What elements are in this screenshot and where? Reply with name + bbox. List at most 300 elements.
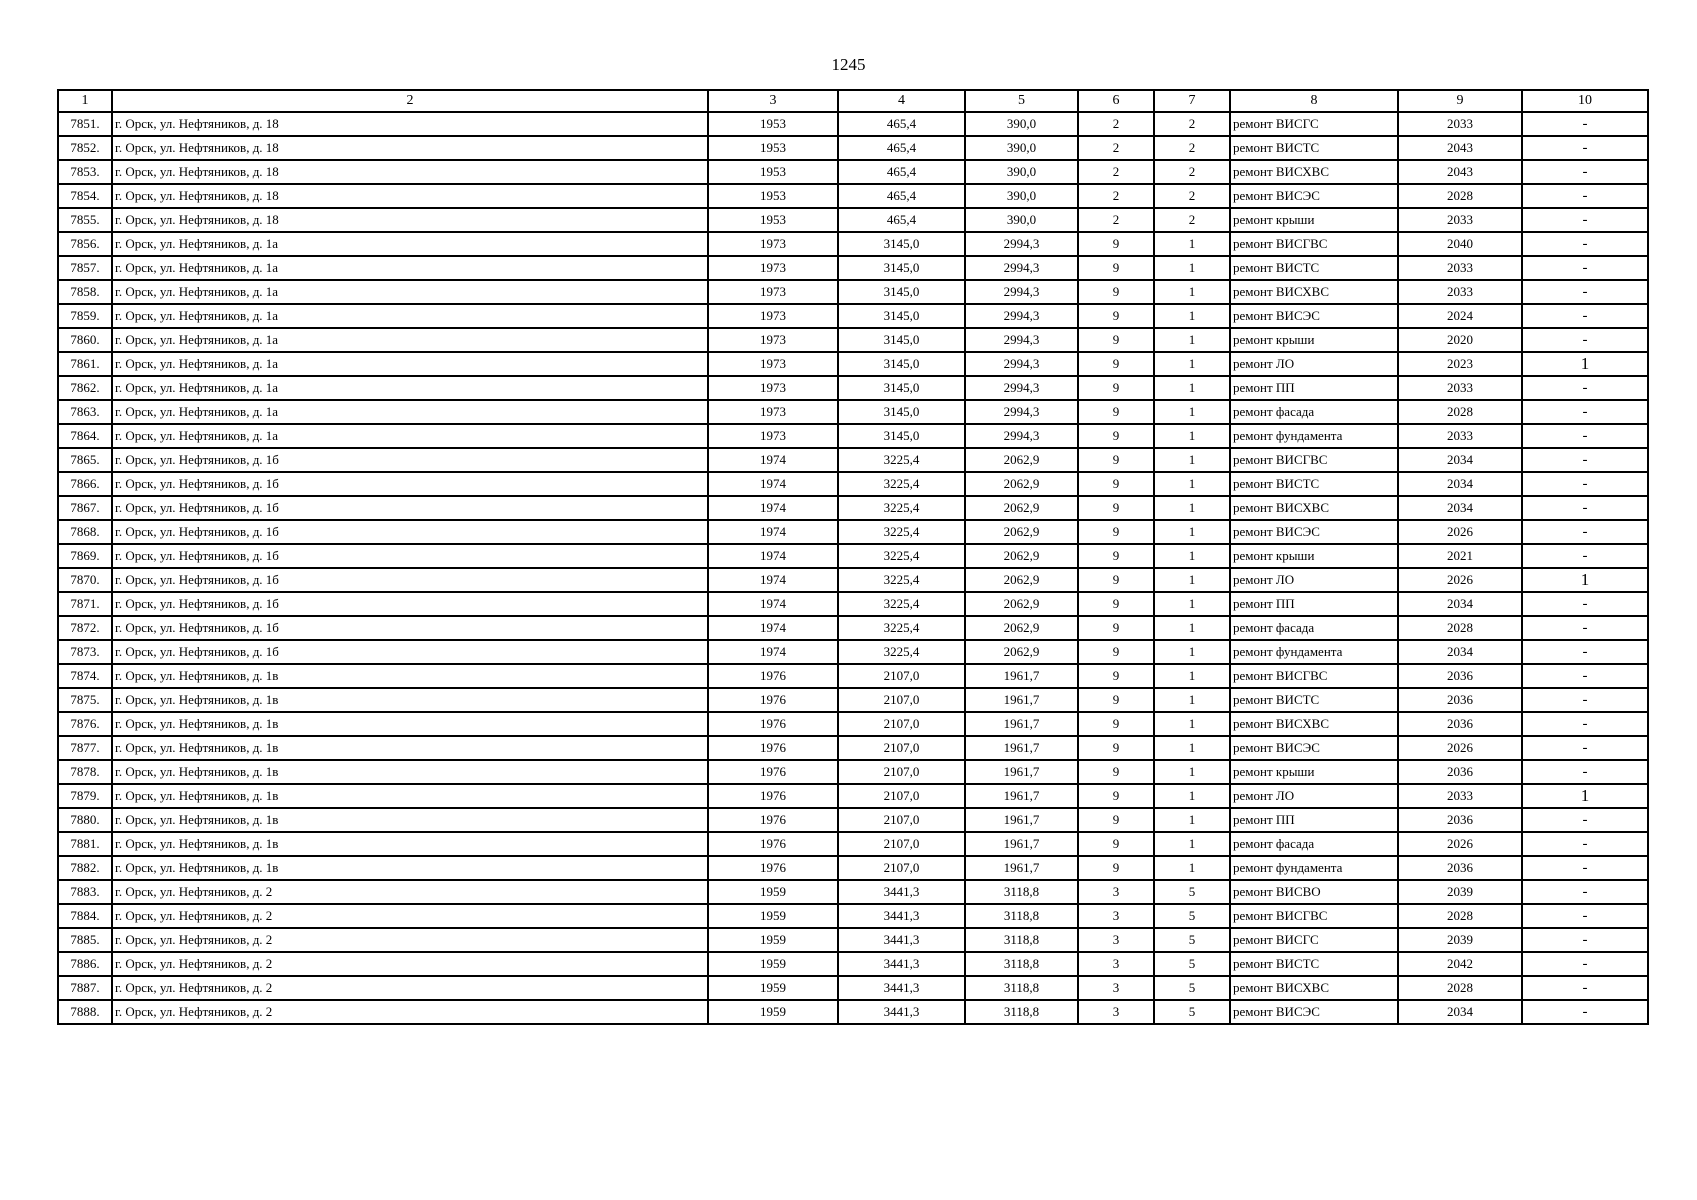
row-number-cell: 7872.: [58, 616, 112, 640]
living-area-cell: 3118,8: [965, 976, 1078, 1000]
floors-cell: 2: [1078, 112, 1154, 136]
row-number-cell: 7861.: [58, 352, 112, 376]
total-area-cell: 2107,0: [838, 808, 965, 832]
floors-cell: 9: [1078, 376, 1154, 400]
floors-cell: 9: [1078, 424, 1154, 448]
floors-cell: 9: [1078, 544, 1154, 568]
year-built-cell: 1974: [708, 640, 838, 664]
year-built-cell: 1953: [708, 184, 838, 208]
year-built-cell: 1959: [708, 976, 838, 1000]
total-area-cell: 3441,3: [838, 904, 965, 928]
work-type-cell: ремонт ВИСГС: [1230, 112, 1398, 136]
table-row: [58, 592, 1648, 616]
total-area-cell: 3225,4: [838, 496, 965, 520]
planned-year-cell: 2043: [1398, 160, 1522, 184]
living-area-cell: 1961,7: [965, 712, 1078, 736]
row-number-cell: 7876.: [58, 712, 112, 736]
floors-cell: 9: [1078, 352, 1154, 376]
floors-cell: 3: [1078, 880, 1154, 904]
column-10-cell: -: [1522, 616, 1648, 640]
living-area-cell: 2994,3: [965, 232, 1078, 256]
entrances-cell: 1: [1154, 568, 1230, 592]
work-type-cell: ремонт крыши: [1230, 208, 1398, 232]
planned-year-cell: 2024: [1398, 304, 1522, 328]
year-built-cell: 1959: [708, 928, 838, 952]
column-10-cell: -: [1522, 496, 1648, 520]
row-number-cell: 7881.: [58, 832, 112, 856]
floors-cell: 9: [1078, 712, 1154, 736]
row-number-cell: 7868.: [58, 520, 112, 544]
living-area-cell: 3118,8: [965, 880, 1078, 904]
column-10-cell: -: [1522, 952, 1648, 976]
column-10-cell: -: [1522, 376, 1648, 400]
living-area-cell: 1961,7: [965, 784, 1078, 808]
row-number-cell: 7869.: [58, 544, 112, 568]
work-type-cell: ремонт крыши: [1230, 328, 1398, 352]
row-number-cell: 7875.: [58, 688, 112, 712]
planned-year-cell: 2043: [1398, 136, 1522, 160]
living-area-cell: 390,0: [965, 136, 1078, 160]
address-cell: г. Орск, ул. Нефтяников, д. 1в: [112, 808, 708, 832]
column-10-cell: 1: [1522, 352, 1648, 376]
address-cell: г. Орск, ул. Нефтяников, д. 1б: [112, 448, 708, 472]
table-row: [58, 856, 1648, 880]
total-area-cell: 3441,3: [838, 1000, 965, 1024]
row-number-cell: 7855.: [58, 208, 112, 232]
column-header: 5: [965, 90, 1078, 112]
year-built-cell: 1973: [708, 328, 838, 352]
address-cell: г. Орск, ул. Нефтяников, д. 1в: [112, 832, 708, 856]
row-number-cell: 7862.: [58, 376, 112, 400]
table-row: [58, 832, 1648, 856]
column-header: 9: [1398, 90, 1522, 112]
entrances-cell: 1: [1154, 496, 1230, 520]
address-cell: г. Орск, ул. Нефтяников, д. 1а: [112, 280, 708, 304]
table-row: [58, 880, 1648, 904]
total-area-cell: 3145,0: [838, 328, 965, 352]
entrances-cell: 1: [1154, 400, 1230, 424]
row-number-cell: 7867.: [58, 496, 112, 520]
total-area-cell: 2107,0: [838, 664, 965, 688]
entrances-cell: 1: [1154, 328, 1230, 352]
work-type-cell: ремонт фасада: [1230, 400, 1398, 424]
entrances-cell: 2: [1154, 208, 1230, 232]
entrances-cell: 2: [1154, 112, 1230, 136]
entrances-cell: 1: [1154, 448, 1230, 472]
column-10-cell: 1: [1522, 568, 1648, 592]
floors-cell: 2: [1078, 208, 1154, 232]
floors-cell: 9: [1078, 760, 1154, 784]
work-type-cell: ремонт ПП: [1230, 808, 1398, 832]
table-row: [58, 568, 1648, 592]
work-type-cell: ремонт фасада: [1230, 616, 1398, 640]
planned-year-cell: 2034: [1398, 448, 1522, 472]
planned-year-cell: 2039: [1398, 928, 1522, 952]
living-area-cell: 2994,3: [965, 376, 1078, 400]
total-area-cell: 2107,0: [838, 736, 965, 760]
table-row: [58, 808, 1648, 832]
row-number-cell: 7863.: [58, 400, 112, 424]
column-10-cell: -: [1522, 904, 1648, 928]
address-cell: г. Орск, ул. Нефтяников, д. 1а: [112, 376, 708, 400]
year-built-cell: 1959: [708, 904, 838, 928]
total-area-cell: 3225,4: [838, 520, 965, 544]
living-area-cell: 2062,9: [965, 568, 1078, 592]
work-type-cell: ремонт ВИСТС: [1230, 136, 1398, 160]
planned-year-cell: 2028: [1398, 400, 1522, 424]
floors-cell: 9: [1078, 496, 1154, 520]
entrances-cell: 1: [1154, 472, 1230, 496]
table-row: [58, 400, 1648, 424]
table-row: [58, 256, 1648, 280]
work-type-cell: ремонт ВИСТС: [1230, 472, 1398, 496]
planned-year-cell: 2033: [1398, 256, 1522, 280]
living-area-cell: 2994,3: [965, 424, 1078, 448]
living-area-cell: 2062,9: [965, 496, 1078, 520]
row-number-cell: 7884.: [58, 904, 112, 928]
year-built-cell: 1974: [708, 616, 838, 640]
work-type-cell: ремонт ПП: [1230, 592, 1398, 616]
row-number-cell: 7851.: [58, 112, 112, 136]
table-row: [58, 448, 1648, 472]
floors-cell: 9: [1078, 784, 1154, 808]
work-type-cell: ремонт ВИСХВС: [1230, 976, 1398, 1000]
work-type-cell: ремонт ВИСТС: [1230, 688, 1398, 712]
floors-cell: 9: [1078, 520, 1154, 544]
planned-year-cell: 2028: [1398, 184, 1522, 208]
table-row: [58, 184, 1648, 208]
total-area-cell: 3225,4: [838, 616, 965, 640]
work-type-cell: ремонт ВИСГС: [1230, 928, 1398, 952]
living-area-cell: 390,0: [965, 184, 1078, 208]
work-type-cell: ремонт ВИСГВС: [1230, 904, 1398, 928]
entrances-cell: 5: [1154, 976, 1230, 1000]
total-area-cell: 3145,0: [838, 400, 965, 424]
column-number-header-row: [58, 90, 1648, 112]
total-area-cell: 3441,3: [838, 928, 965, 952]
column-10-cell: 1: [1522, 784, 1648, 808]
table-row: [58, 352, 1648, 376]
table-row: [58, 736, 1648, 760]
floors-cell: 3: [1078, 976, 1154, 1000]
column-header: 3: [708, 90, 838, 112]
address-cell: г. Орск, ул. Нефтяников, д. 1а: [112, 424, 708, 448]
planned-year-cell: 2021: [1398, 544, 1522, 568]
column-10-cell: -: [1522, 472, 1648, 496]
total-area-cell: 3225,4: [838, 472, 965, 496]
planned-year-cell: 2036: [1398, 856, 1522, 880]
row-number-cell: 7859.: [58, 304, 112, 328]
total-area-cell: 3225,4: [838, 568, 965, 592]
column-10-cell: -: [1522, 712, 1648, 736]
year-built-cell: 1973: [708, 280, 838, 304]
year-built-cell: 1976: [708, 736, 838, 760]
total-area-cell: 465,4: [838, 184, 965, 208]
year-built-cell: 1974: [708, 544, 838, 568]
total-area-cell: 3225,4: [838, 544, 965, 568]
table-row: [58, 976, 1648, 1000]
floors-cell: 9: [1078, 280, 1154, 304]
address-cell: г. Орск, ул. Нефтяников, д. 1в: [112, 736, 708, 760]
work-type-cell: ремонт ВИСЭС: [1230, 520, 1398, 544]
table-row: [58, 784, 1648, 808]
entrances-cell: 5: [1154, 928, 1230, 952]
row-number-cell: 7858.: [58, 280, 112, 304]
entrances-cell: 5: [1154, 952, 1230, 976]
planned-year-cell: 2033: [1398, 784, 1522, 808]
row-number-cell: 7854.: [58, 184, 112, 208]
address-cell: г. Орск, ул. Нефтяников, д. 18: [112, 112, 708, 136]
year-built-cell: 1959: [708, 1000, 838, 1024]
entrances-cell: 1: [1154, 592, 1230, 616]
column-10-cell: -: [1522, 976, 1648, 1000]
floors-cell: 9: [1078, 448, 1154, 472]
floors-cell: 9: [1078, 736, 1154, 760]
planned-year-cell: 2034: [1398, 592, 1522, 616]
year-built-cell: 1959: [708, 880, 838, 904]
address-cell: г. Орск, ул. Нефтяников, д. 18: [112, 136, 708, 160]
entrances-cell: 1: [1154, 616, 1230, 640]
living-area-cell: 1961,7: [965, 808, 1078, 832]
work-type-cell: ремонт фундамента: [1230, 856, 1398, 880]
entrances-cell: 1: [1154, 232, 1230, 256]
work-type-cell: ремонт фундамента: [1230, 640, 1398, 664]
column-10-cell: -: [1522, 520, 1648, 544]
floors-cell: 9: [1078, 232, 1154, 256]
total-area-cell: 3145,0: [838, 280, 965, 304]
address-cell: г. Орск, ул. Нефтяников, д. 1а: [112, 232, 708, 256]
column-10-cell: -: [1522, 544, 1648, 568]
year-built-cell: 1976: [708, 760, 838, 784]
floors-cell: 9: [1078, 856, 1154, 880]
work-type-cell: ремонт ЛО: [1230, 352, 1398, 376]
year-built-cell: 1953: [708, 160, 838, 184]
total-area-cell: 465,4: [838, 112, 965, 136]
planned-year-cell: 2026: [1398, 832, 1522, 856]
year-built-cell: 1974: [708, 448, 838, 472]
table-row: [58, 640, 1648, 664]
entrances-cell: 1: [1154, 280, 1230, 304]
row-number-cell: 7852.: [58, 136, 112, 160]
planned-year-cell: 2034: [1398, 496, 1522, 520]
year-built-cell: 1973: [708, 232, 838, 256]
address-cell: г. Орск, ул. Нефтяников, д. 2: [112, 976, 708, 1000]
row-number-cell: 7870.: [58, 568, 112, 592]
address-cell: г. Орск, ул. Нефтяников, д. 1а: [112, 256, 708, 280]
year-built-cell: 1974: [708, 592, 838, 616]
living-area-cell: 2994,3: [965, 328, 1078, 352]
address-cell: г. Орск, ул. Нефтяников, д. 1б: [112, 544, 708, 568]
row-number-cell: 7874.: [58, 664, 112, 688]
entrances-cell: 1: [1154, 784, 1230, 808]
floors-cell: 3: [1078, 904, 1154, 928]
total-area-cell: 2107,0: [838, 856, 965, 880]
table-row: [58, 160, 1648, 184]
floors-cell: 3: [1078, 952, 1154, 976]
row-number-cell: 7885.: [58, 928, 112, 952]
column-10-cell: -: [1522, 760, 1648, 784]
address-cell: г. Орск, ул. Нефтяников, д. 1б: [112, 640, 708, 664]
row-number-cell: 7853.: [58, 160, 112, 184]
living-area-cell: 2062,9: [965, 472, 1078, 496]
living-area-cell: 390,0: [965, 160, 1078, 184]
address-cell: г. Орск, ул. Нефтяников, д. 1б: [112, 496, 708, 520]
row-number-cell: 7877.: [58, 736, 112, 760]
total-area-cell: 3145,0: [838, 352, 965, 376]
living-area-cell: 1961,7: [965, 688, 1078, 712]
planned-year-cell: 2034: [1398, 640, 1522, 664]
row-number-cell: 7880.: [58, 808, 112, 832]
year-built-cell: 1974: [708, 472, 838, 496]
planned-year-cell: 2036: [1398, 760, 1522, 784]
address-cell: г. Орск, ул. Нефтяников, д. 1а: [112, 304, 708, 328]
living-area-cell: 2994,3: [965, 400, 1078, 424]
table-row: [58, 232, 1648, 256]
table-row: [58, 208, 1648, 232]
address-cell: г. Орск, ул. Нефтяников, д. 1а: [112, 400, 708, 424]
year-built-cell: 1976: [708, 712, 838, 736]
planned-year-cell: 2033: [1398, 376, 1522, 400]
planned-year-cell: 2036: [1398, 688, 1522, 712]
row-number-cell: 7886.: [58, 952, 112, 976]
table-row: [58, 280, 1648, 304]
work-type-cell: ремонт ВИСГВС: [1230, 232, 1398, 256]
year-built-cell: 1973: [708, 304, 838, 328]
entrances-cell: 5: [1154, 1000, 1230, 1024]
planned-year-cell: 2042: [1398, 952, 1522, 976]
address-cell: г. Орск, ул. Нефтяников, д. 18: [112, 208, 708, 232]
column-10-cell: -: [1522, 232, 1648, 256]
floors-cell: 9: [1078, 640, 1154, 664]
living-area-cell: 2062,9: [965, 592, 1078, 616]
floors-cell: 9: [1078, 832, 1154, 856]
work-type-cell: ремонт ЛО: [1230, 568, 1398, 592]
year-built-cell: 1973: [708, 376, 838, 400]
living-area-cell: 2994,3: [965, 352, 1078, 376]
living-area-cell: 3118,8: [965, 952, 1078, 976]
year-built-cell: 1953: [708, 208, 838, 232]
column-10-cell: -: [1522, 832, 1648, 856]
total-area-cell: 2107,0: [838, 688, 965, 712]
address-cell: г. Орск, ул. Нефтяников, д. 2: [112, 952, 708, 976]
floors-cell: 3: [1078, 928, 1154, 952]
table-row: [58, 664, 1648, 688]
planned-year-cell: 2036: [1398, 712, 1522, 736]
row-number-cell: 7879.: [58, 784, 112, 808]
living-area-cell: 3118,8: [965, 904, 1078, 928]
living-area-cell: 2062,9: [965, 448, 1078, 472]
total-area-cell: 3145,0: [838, 376, 965, 400]
floors-cell: 9: [1078, 616, 1154, 640]
floors-cell: 9: [1078, 688, 1154, 712]
work-type-cell: ремонт ПП: [1230, 376, 1398, 400]
year-built-cell: 1976: [708, 808, 838, 832]
year-built-cell: 1976: [708, 688, 838, 712]
column-header: 2: [112, 90, 708, 112]
work-type-cell: ремонт ВИСТС: [1230, 952, 1398, 976]
column-10-cell: -: [1522, 664, 1648, 688]
floors-cell: 2: [1078, 136, 1154, 160]
floors-cell: 9: [1078, 808, 1154, 832]
column-header: 1: [58, 90, 112, 112]
address-cell: г. Орск, ул. Нефтяников, д. 1б: [112, 592, 708, 616]
entrances-cell: 1: [1154, 856, 1230, 880]
table-row: [58, 496, 1648, 520]
entrances-cell: 1: [1154, 256, 1230, 280]
year-built-cell: 1953: [708, 136, 838, 160]
address-cell: г. Орск, ул. Нефтяников, д. 1в: [112, 688, 708, 712]
row-number-cell: 7883.: [58, 880, 112, 904]
entrances-cell: 1: [1154, 352, 1230, 376]
living-area-cell: 2062,9: [965, 640, 1078, 664]
column-header: 10: [1522, 90, 1648, 112]
planned-year-cell: 2026: [1398, 568, 1522, 592]
year-built-cell: 1974: [708, 496, 838, 520]
total-area-cell: 3225,4: [838, 592, 965, 616]
column-10-cell: -: [1522, 928, 1648, 952]
planned-year-cell: 2033: [1398, 208, 1522, 232]
column-header: 6: [1078, 90, 1154, 112]
living-area-cell: 3118,8: [965, 1000, 1078, 1024]
column-10-cell: -: [1522, 304, 1648, 328]
living-area-cell: 1961,7: [965, 832, 1078, 856]
total-area-cell: 3145,0: [838, 232, 965, 256]
floors-cell: 9: [1078, 592, 1154, 616]
entrances-cell: 1: [1154, 640, 1230, 664]
year-built-cell: 1959: [708, 952, 838, 976]
total-area-cell: 2107,0: [838, 712, 965, 736]
floors-cell: 9: [1078, 664, 1154, 688]
floors-cell: 9: [1078, 568, 1154, 592]
year-built-cell: 1973: [708, 424, 838, 448]
row-number-cell: 7888.: [58, 1000, 112, 1024]
year-built-cell: 1976: [708, 832, 838, 856]
table-row: [58, 472, 1648, 496]
planned-year-cell: 2039: [1398, 880, 1522, 904]
total-area-cell: 2107,0: [838, 784, 965, 808]
repair-schedule-table: [57, 89, 1649, 1025]
address-cell: г. Орск, ул. Нефтяников, д. 1а: [112, 352, 708, 376]
entrances-cell: 2: [1154, 160, 1230, 184]
table-row: [58, 376, 1648, 400]
column-10-cell: -: [1522, 856, 1648, 880]
table-body: [58, 112, 1648, 1024]
total-area-cell: 465,4: [838, 136, 965, 160]
total-area-cell: 3145,0: [838, 256, 965, 280]
work-type-cell: ремонт ВИСЭС: [1230, 184, 1398, 208]
table-row: [58, 616, 1648, 640]
entrances-cell: 1: [1154, 808, 1230, 832]
address-cell: г. Орск, ул. Нефтяников, д. 2: [112, 880, 708, 904]
column-header: 8: [1230, 90, 1398, 112]
entrances-cell: 1: [1154, 520, 1230, 544]
address-cell: г. Орск, ул. Нефтяников, д. 1б: [112, 616, 708, 640]
table-row: [58, 544, 1648, 568]
planned-year-cell: 2023: [1398, 352, 1522, 376]
column-10-cell: -: [1522, 424, 1648, 448]
floors-cell: 2: [1078, 160, 1154, 184]
living-area-cell: 1961,7: [965, 760, 1078, 784]
year-built-cell: 1974: [708, 568, 838, 592]
planned-year-cell: 2028: [1398, 976, 1522, 1000]
planned-year-cell: 2036: [1398, 664, 1522, 688]
living-area-cell: 2062,9: [965, 544, 1078, 568]
year-built-cell: 1976: [708, 856, 838, 880]
work-type-cell: ремонт ВИСВО: [1230, 880, 1398, 904]
work-type-cell: ремонт ЛО: [1230, 784, 1398, 808]
total-area-cell: 3145,0: [838, 424, 965, 448]
living-area-cell: 2062,9: [965, 520, 1078, 544]
